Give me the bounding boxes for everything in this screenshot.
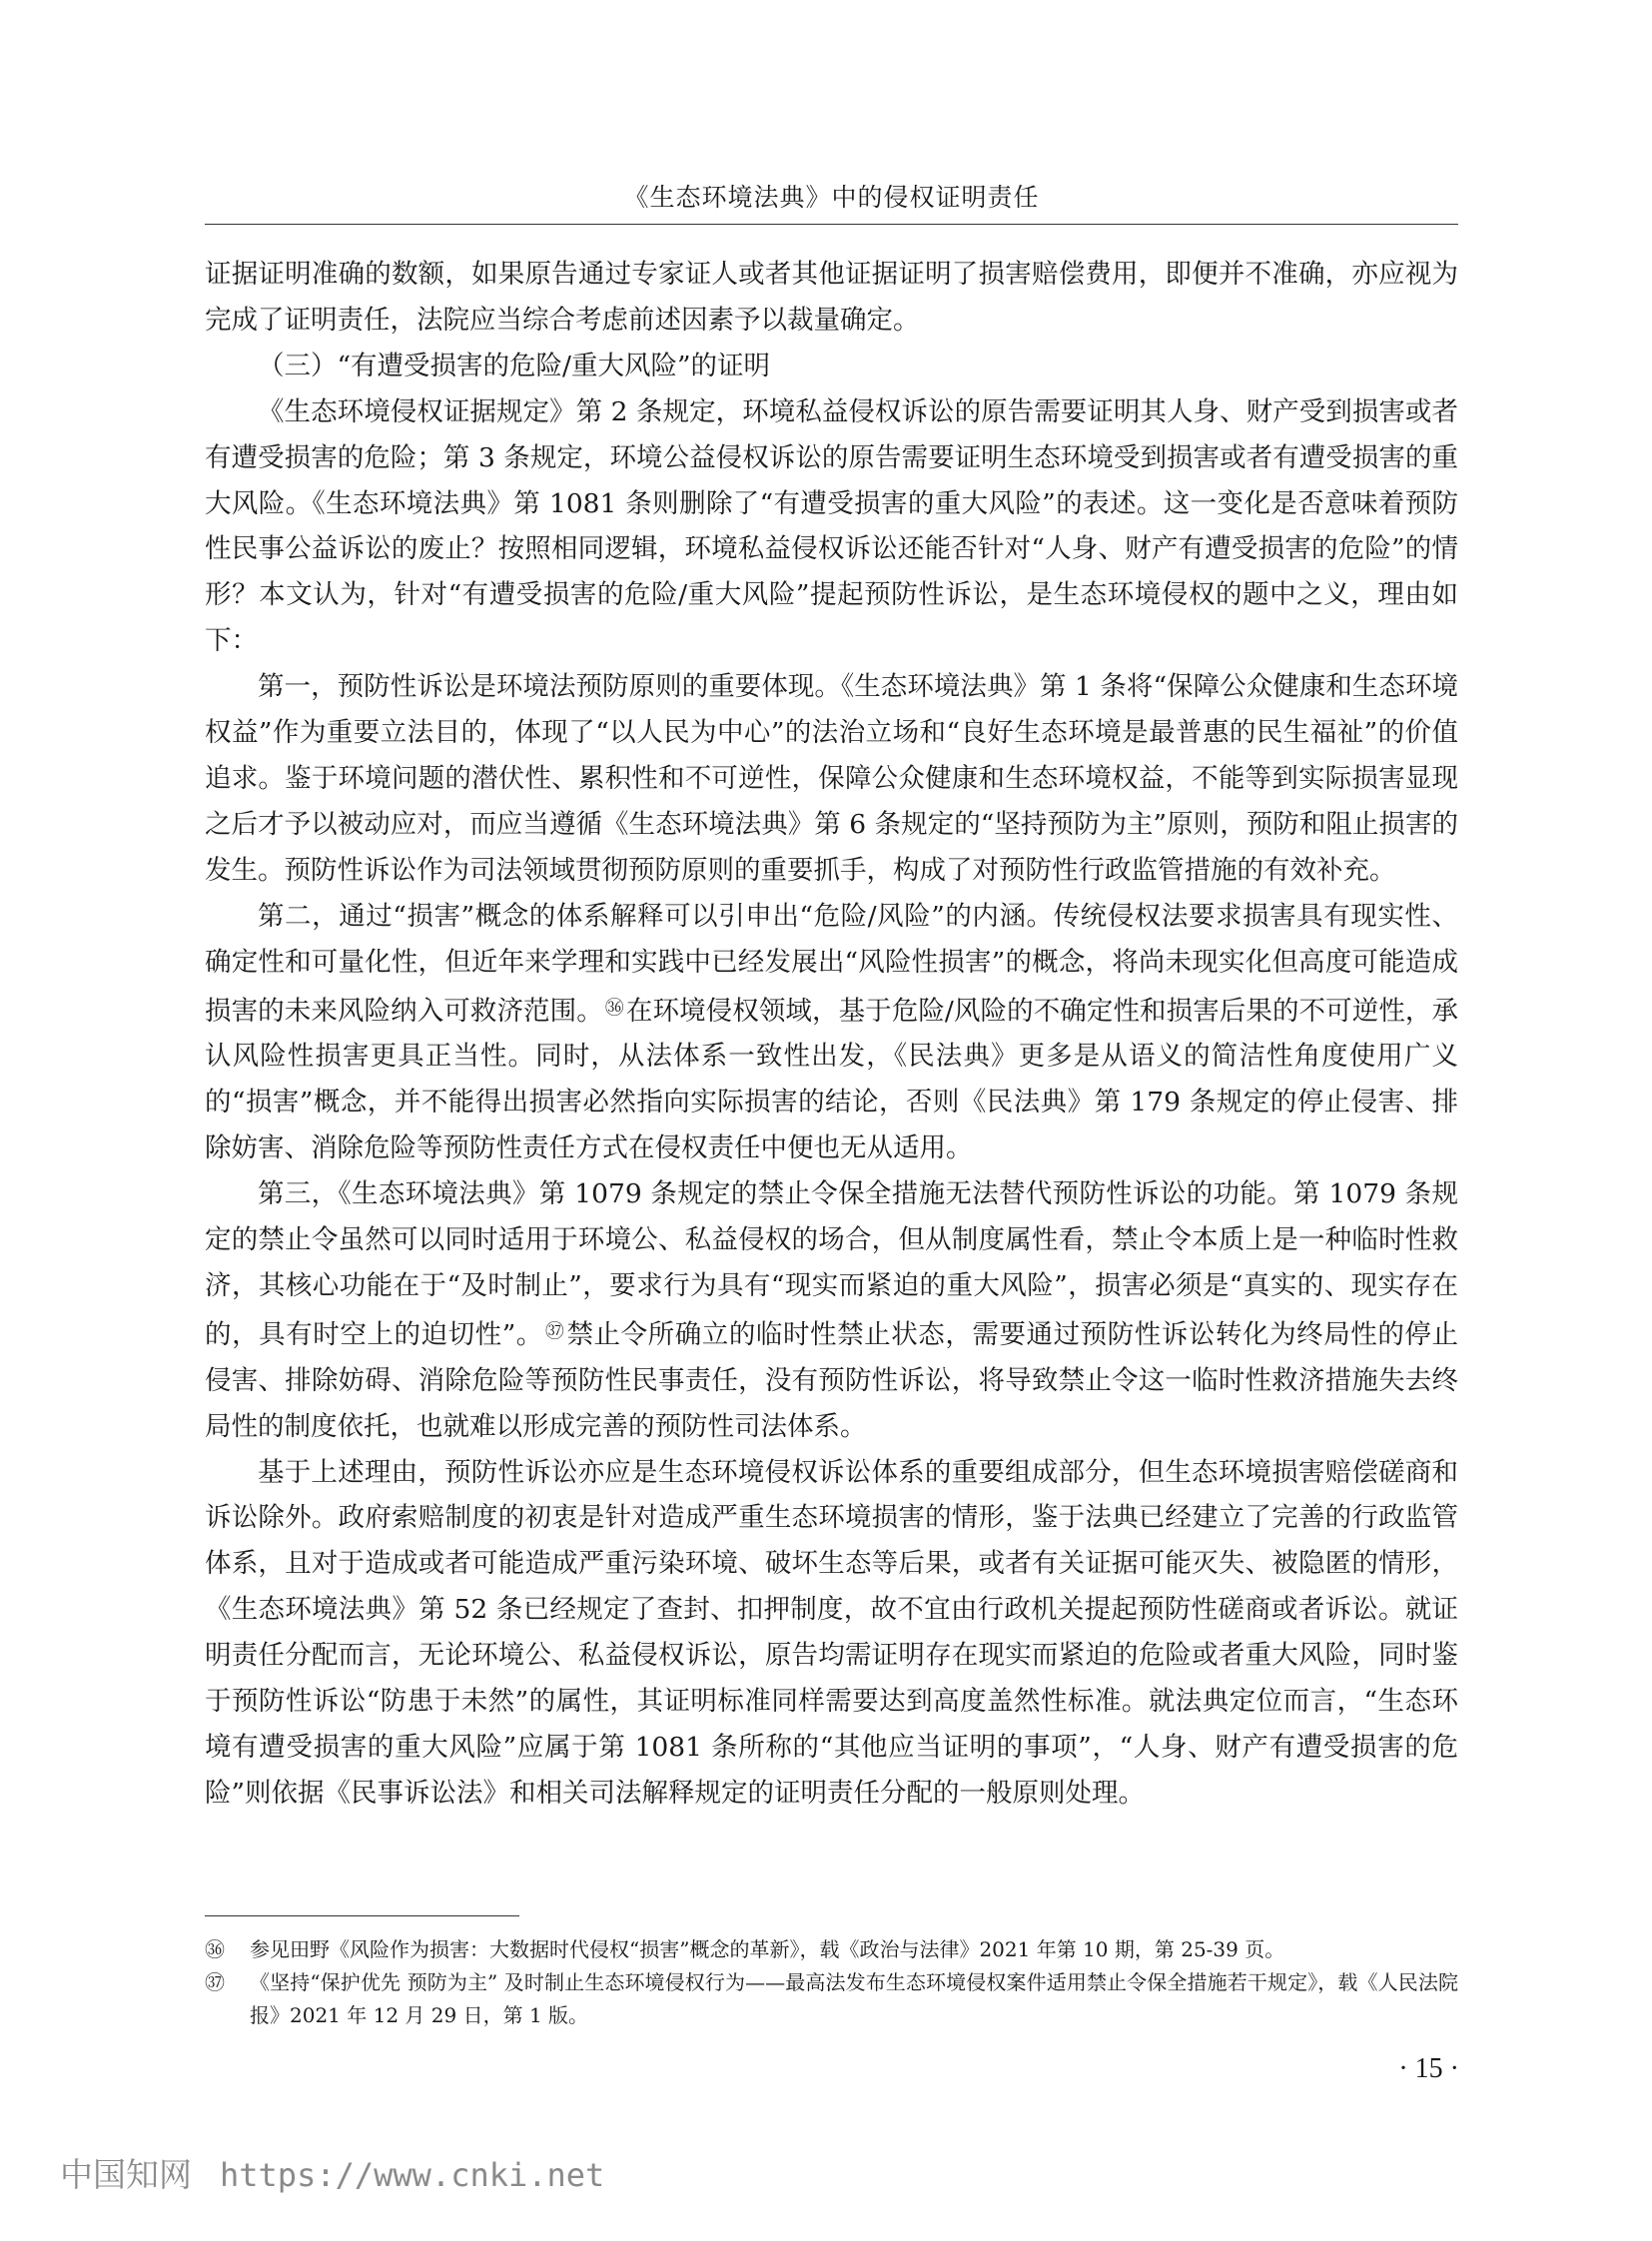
footnote-37 [205,1966,1458,2032]
footnote-ref-37[interactable]: ㊲ [544,1319,565,1342]
footnote-text: 参见田野《风险作为损害：大数据时代侵权“损害”概念的革新》，载《政治与法律》2021 年第 10 期，第 25-39 页。 [250,1937,1285,1961]
header-rule [205,224,1458,225]
footnotes [205,1933,1458,2032]
paragraph-3-text-b: 在环境侵权领域，基于危险/风险的不确定性和损害后果的不可逆性，承认风险性损害更具正当性。同时，从法体系一致性出发，《民法典》更多是从语义的简洁性角度使用广义的“损害”概念，并不能得出损害必然指向实际损害的结论，否则《民法典》第 179 条规定的停止侵害、排除妨害、消除危险等预防性责任方式在侵权责任中便也无从适用。 [205,995,1458,1164]
paragraph-5: 基于上述理由，预防性诉讼亦应是生态环境侵权诉讼体系的重要组成部分，但生态环境损害赔偿磋商和诉讼除外。政府索赔制度的初衷是针对造成严重生态环境损害的情形，鉴于法典已经建立了完善的行政监管体系，且对于造成或者可能造成严重污染环境、破坏生态等后果，或者有关证据可能灭失、被隐匿的情形，《生态环境法典》第 52 条已经规定了查封、扣押制度，故不宜由行政机关提起预防性磋商或者诉讼。就证明责任分配而言，无论环境公、私益侵权诉讼，原告均需证明存在现实而紧迫的危险或者重大风险，同时鉴于预防性诉讼“防患于未然”的属性，其证明标准同样需要达到高度盖然性标准。就法典定位而言，“生态环境有遭受损害的重大风险”应属于第 1081 条所称的“其他应当证明的事项”，“人身、财产有遭受损害的危险”则依据《民事诉讼法》和相关司法解释规定的证明责任分配的一般原则处理。 [205,1456,1458,1809]
footnote-text: 《坚持“保护优先 预防为主” 及时制止生态环境侵权行为——最高法发布生态环境侵权案件适用禁止令保全措施若干规定》，载《人民法院报》2021 年 12 月 29 日，第 1 版。 [250,1970,1458,2027]
running-header: 《生态环境法典》中的侵权证明责任 [623,183,1040,212]
paragraph-3-text-a: 第二，通过“损害”概念的体系解释可以引申出“危险/风险”的内涵。传统侵权法要求损害具有现实性、确定性和可量化性，但近年来学理和实践中已经发展出“风险性损害”的概念，将尚未现实化但高度可能造成损害的未来风险纳入可救济范围。 [205,900,1458,1027]
footnote-number: ㊱ [205,1937,225,1961]
watermark-brand: 中国知网 [60,2155,192,2194]
paragraph-continued: 证据证明准确的数额，如果原告通过专家证人或者其他证据证明了损害赔偿费用，即便并不准确，亦应视为完成了证明责任，法院应当综合考虑前述因素予以裁量确定。 [205,259,1458,336]
watermark-url[interactable]: https://www.cnki.net [220,2156,605,2194]
paragraph-4-text-b: 禁止令所确立的临时性禁止状态，需要通过预防性诉讼转化为终局性的停止侵害、排除妨碍、消除危险等预防性民事责任，没有预防性诉讼，将导致禁止令这一临时性救济措施失去终局性的制度依托，也就难以形成完善的预防性司法体系。 [205,1318,1458,1442]
footnote-36 [205,1933,1458,1966]
footnote-number: ㊲ [205,1970,225,1994]
watermark [60,2149,604,2196]
footnote-rule [205,1915,519,1916]
footnote-ref-36[interactable]: ㊱ [604,996,624,1019]
paragraph-1: 《生态环境侵权证据规定》第 2 条规定，环境私益侵权诉讼的原告需要证明其人身、财产受到损害或者有遭受损害的危险；第 3 条规定，环境公益侵权诉讼的原告需要证明生态环境受到损害或者有遭受损害的重大风险。《生态环境法典》第 1081 条则删除了“有遭受损害的重大风险”的表述。这一变化是否意味着预防性民事公益诉讼的废止？按照相同逻辑，环境私益侵权诉讼还能否针对“人身、财产有遭受损害的危险”的情形？本文认为，针对“有遭受损害的危险/重大风险”提起预防性诉讼，是生态环境侵权的题中之义，理由如下： [205,395,1458,657]
paragraph-4 [205,1171,1458,1449]
paragraph-3 [205,894,1458,1171]
page-number: · 15 · [1398,2053,1459,2084]
body-text [205,252,1458,1817]
section-heading: （三）“有遭受损害的危险/重大风险”的证明 [258,350,771,381]
paragraph-2: 第一，预防性诉讼是环境法预防原则的重要体现。《生态环境法典》第 1 条将“保障公众健康和生态环境权益”作为重要立法目的，体现了“以人民为中心”的法治立场和“良好生态环境是最普惠的民生福祉”的价值追求。鉴于环境问题的潜伏性、累积性和不可逆性，保障公众健康和生态环境权益，不能等到实际损害显现之后才予以被动应对，而应当遵循《生态环境法典》第 6 条规定的“坚持预防为主”原则，预防和阻止损害的发生。预防性诉讼作为司法领域贯彻预防原则的重要抓手，构成了对预防性行政监管措施的有效补充。 [205,671,1458,886]
paragraph-4-text-a: 第三，《生态环境法典》第 1079 条规定的禁止令保全措施无法替代预防性诉讼的功能。第 1079 条规定的禁止令虽然可以同时适用于环境公、私益侵权的场合，但从制度属性看，禁止令本质上是一种临时性救济，其核心功能在于“及时制止”，要求行为具有“现实而紧迫的重大风险”，损害必须是“真实的、现实存在的，具有时空上的迫切性”。 [205,1178,1458,1350]
